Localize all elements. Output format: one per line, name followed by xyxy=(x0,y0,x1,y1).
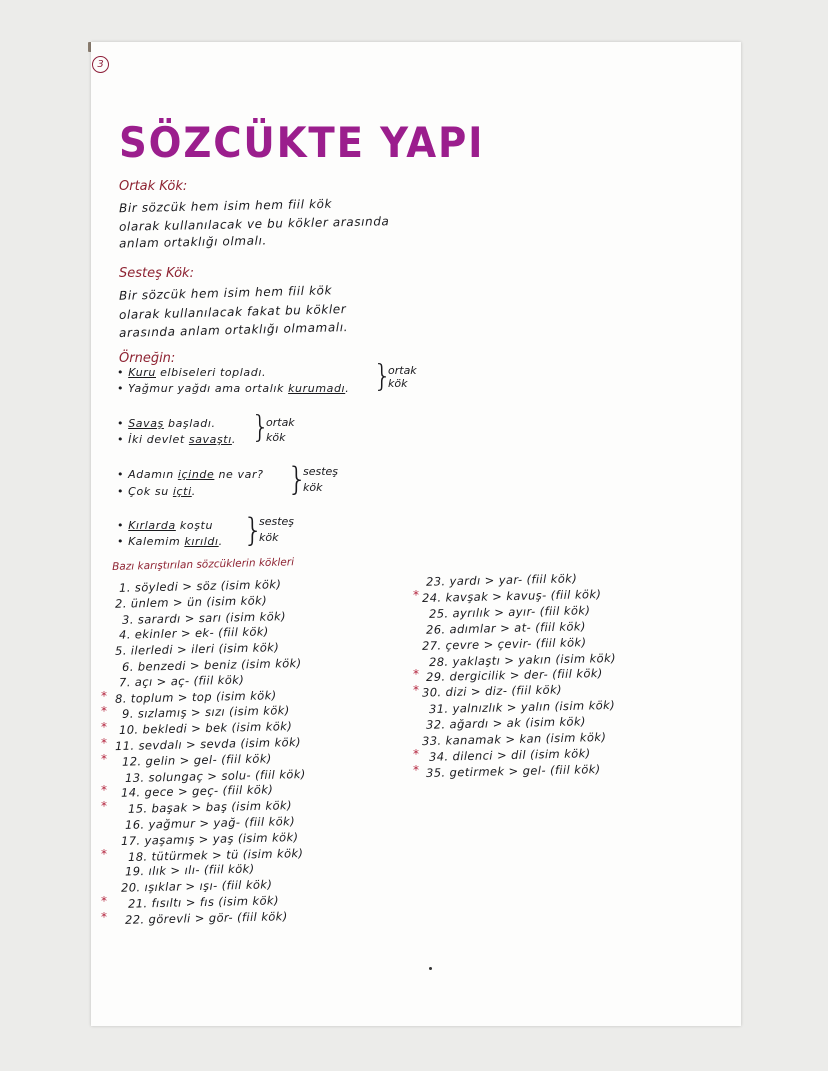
root-list-item: 14. gece > geç- (fiil kök) xyxy=(120,782,274,801)
star-mark: * xyxy=(101,751,107,766)
example-4-label-2: kök xyxy=(259,531,279,544)
example-3-label-2: kök xyxy=(303,481,323,494)
star-mark: * xyxy=(413,746,419,761)
example-3b: • Çok su içti. xyxy=(117,485,196,498)
example-3-label-1: sesteş xyxy=(303,465,339,478)
root-list-item: 19. ılık > ılı- (fiil kök) xyxy=(124,861,255,879)
root-list-item: 15. başak > baş (isim kök) xyxy=(127,798,293,817)
root-list-item: 16. yağmur > yağ- (fiil kök) xyxy=(124,814,296,832)
root-list-item: 5. ilerledi > ileri (isim kök) xyxy=(114,640,280,659)
root-list-item: 23. yardı > yar- (fiil kök) xyxy=(425,571,578,589)
ortak-kok-heading: Ortak Kök: xyxy=(119,179,188,194)
example-1a: • Kuru elbiseleri topladı. xyxy=(117,366,267,379)
root-list-item: 32. ağardı > ak (isim kök) xyxy=(425,714,586,732)
star-mark: * xyxy=(101,909,107,924)
example-2a: • Savaş başladı. xyxy=(117,417,216,430)
example-1-label-1: ortak xyxy=(388,364,417,377)
page-title: SÖZCÜKTE YAPI xyxy=(119,118,485,167)
root-list-item: 33. kanamak > kan (isim kök) xyxy=(421,729,607,749)
roots-list-heading: Bazı karıştırılan sözcüklerin kökleri xyxy=(112,556,295,573)
sestes-kok-line-1: Bir sözcük hem isim hem fiil kök xyxy=(118,283,333,303)
root-list-item: 30. dizi > diz- (fiil kök) xyxy=(421,682,563,700)
example-3a: • Adamın içinde ne var? xyxy=(117,468,264,481)
example-2-label-2: kök xyxy=(266,431,286,444)
ortak-kok-line-3: anlam ortaklığı olmalı. xyxy=(118,233,268,251)
root-list-item: 21. fısıltı > fıs (isim kök) xyxy=(127,893,280,911)
brace: } xyxy=(251,410,271,445)
star-mark: * xyxy=(101,720,107,735)
root-list-item: 26. adımlar > at- (fiil kök) xyxy=(425,618,586,637)
root-list-item: 31. yalnızlık > yalın (isim kök) xyxy=(428,698,616,717)
example-4-label-1: sesteş xyxy=(259,515,295,528)
root-list-item: 22. görevli > gör- (fiil kök) xyxy=(124,908,288,927)
root-list-item: 9. sızlamış > sızı (isim kök) xyxy=(121,703,290,722)
root-list-item: 7. açı > aç- (fiil kök) xyxy=(118,672,245,690)
root-list-item: 13. solungaç > solu- (fiil kök) xyxy=(124,766,306,785)
root-list-item: 4. ekinler > ek- (fiil kök) xyxy=(118,624,269,643)
root-list-item: 34. dilenci > dil (isim kök) xyxy=(428,746,591,764)
root-list-item: 2. ünlem > ün (isim kök) xyxy=(114,593,268,611)
sestes-kok-line-3: arasında anlam ortaklığı olmamalı. xyxy=(118,320,349,340)
example-1-label-2: kök xyxy=(388,377,408,390)
star-mark: * xyxy=(413,762,419,777)
root-list-item: 12. gelin > gel- (fiil kök) xyxy=(121,751,272,769)
root-list-item: 20. ışıklar > ışı- (fiil kök) xyxy=(120,877,273,895)
brace: } xyxy=(243,511,264,549)
brace: } xyxy=(287,460,308,498)
root-list-item: 29. dergicilik > der- (fiil kök) xyxy=(425,666,603,685)
root-list-item: 18. tütürmek > tü (isim kök) xyxy=(127,845,304,864)
brace: } xyxy=(373,359,393,394)
ortak-kok-line-2: olarak kullanılacak ve bu kökler arasında xyxy=(118,214,390,234)
root-list-item: 3. sarardı > sarı (isim kök) xyxy=(121,608,287,627)
root-list-item: 11. sevdalı > sevda (isim kök) xyxy=(114,734,302,754)
star-mark: * xyxy=(413,587,419,602)
star-mark: * xyxy=(101,783,107,798)
root-list-item: 24. kavşak > kavuş- (fiil kök) xyxy=(421,586,602,605)
star-mark: * xyxy=(101,894,107,908)
ink-dot xyxy=(429,967,432,970)
root-list-item: 8. toplum > top (isim kök) xyxy=(114,687,277,706)
example-4a: • Kırlarda koştu xyxy=(117,519,214,532)
star-mark: * xyxy=(413,667,419,682)
ornegin-heading: Örneğin: xyxy=(119,351,176,366)
example-4b: • Kalemim kırıldı. xyxy=(117,535,223,548)
star-mark: * xyxy=(101,704,107,719)
root-list-item: 6. benzedi > beniz (isim kök) xyxy=(121,655,302,675)
page-number: 3 xyxy=(92,56,109,73)
star-mark: * xyxy=(101,799,107,814)
example-2b: • İki devlet savaştı. xyxy=(117,433,236,446)
example-1b: • Yağmur yağdı ama ortalık kurumadı. xyxy=(117,382,350,395)
star-mark: * xyxy=(101,736,107,750)
root-list-item: 28. yaklaştı > yakın (isim kök) xyxy=(428,650,617,669)
star-mark: * xyxy=(101,688,107,703)
root-list-item: 25. ayrılık > ayır- (fiil kök) xyxy=(428,602,591,621)
root-list-item: 27. çevre > çevir- (fiil kök) xyxy=(421,634,587,653)
notebook-page xyxy=(91,42,741,1026)
root-list-item: 1. söyledi > söz (isim kök) xyxy=(118,577,282,595)
root-list-item: 17. yaşamış > yaş (isim kök) xyxy=(120,829,299,848)
ortak-kok-line-1: Bir sözcük hem isim hem fiil kök xyxy=(118,196,333,216)
star-mark: * xyxy=(101,846,107,861)
root-list-item: 10. bekledi > bek (isim kök) xyxy=(118,719,293,738)
sestes-kok-line-2: olarak kullanılacak fakat bu kökler xyxy=(118,302,347,322)
example-2-label-1: ortak xyxy=(266,416,295,429)
star-mark: * xyxy=(413,683,419,698)
root-list-item: 35. getirmek > gel- (fiil kök) xyxy=(425,761,601,780)
sestes-kok-heading: Sesteş Kök: xyxy=(119,266,194,281)
